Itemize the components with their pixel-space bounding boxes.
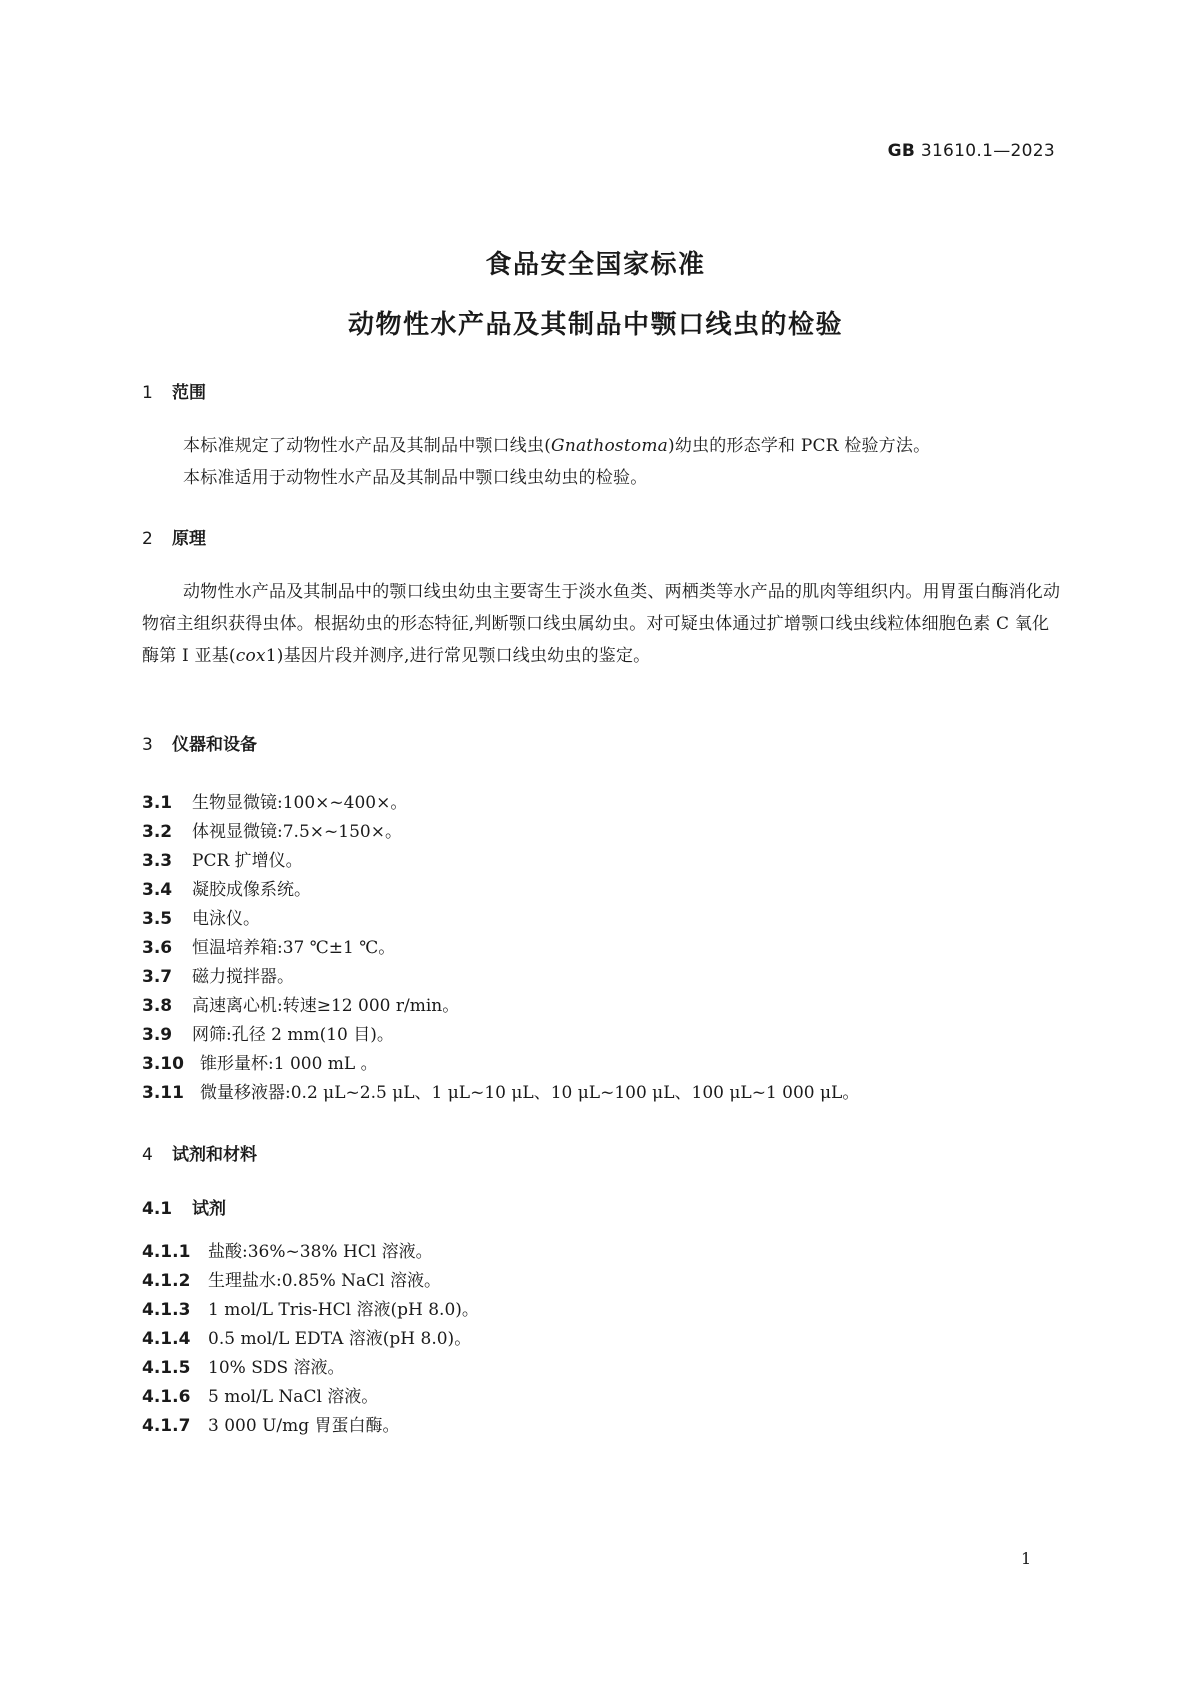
text-run: 本标准规定了动物性水产品及其制品中颚口线虫( — [183, 436, 552, 456]
list-item — [142, 1266, 441, 1291]
item-number: 4.1.2 — [142, 1271, 191, 1291]
item-number: 3.1 — [142, 793, 173, 813]
item-text: 生物显微镜:100×~400×。 — [192, 793, 408, 813]
item-number: 4.1.3 — [142, 1300, 191, 1320]
paragraph: 本标准适用于动物性水产品及其制品中颚口线虫幼虫的检验。 — [183, 468, 648, 488]
section-number: 4 — [142, 1145, 153, 1165]
section-title: 原理 — [172, 529, 206, 549]
item-number: 3.9 — [142, 1025, 173, 1045]
section-4-heading — [142, 1140, 257, 1165]
item-number: 4.1.6 — [142, 1387, 191, 1407]
standard-code-prefix: GB — [887, 141, 916, 161]
item-number: 4.1.7 — [142, 1416, 191, 1436]
document-title-line2: 动物性水产品及其制品中颚口线虫的检验 — [347, 310, 843, 340]
paragraph — [142, 430, 1066, 462]
section-3-heading — [142, 730, 257, 755]
document-title-line1: 食品安全国家标准 — [485, 250, 706, 280]
list-item — [142, 875, 311, 900]
subsection-title: 试剂 — [192, 1199, 226, 1219]
list-item — [142, 904, 260, 929]
text-run: )幼虫的形态学和 PCR 检验方法。 — [667, 436, 931, 456]
section-1-heading — [142, 378, 206, 403]
list-item — [142, 788, 407, 813]
item-text: 盐酸:36%~38% HCl 溶液。 — [208, 1242, 433, 1262]
item-text: 凝胶成像系统。 — [192, 880, 311, 900]
section-number: 2 — [142, 529, 153, 549]
list-item — [142, 846, 303, 871]
item-number: 3.11 — [142, 1083, 184, 1103]
item-text: 磁力搅拌器。 — [192, 967, 294, 987]
text-run: 动物性水产品及其制品中的颚口线虫幼虫主要寄生于淡水鱼类、两栖类等水产品的肌肉等组织内。用胃蛋白酶消化动物宿主组织获得虫体。根据幼虫的形态特征,判断颚口线虫属幼虫。对可疑虫体通过扩增颚口线虫线粒体细胞色素 C 氧化酶第 I 亚基( — [142, 582, 1061, 666]
item-text: 10% SDS 溶液。 — [208, 1358, 345, 1378]
item-text: 5 mol/L NaCl 溶液。 — [208, 1387, 379, 1407]
item-number: 3.6 — [142, 938, 173, 958]
italic-text: Gnathostoma — [551, 436, 668, 456]
section-2-heading — [142, 524, 206, 549]
list-item — [142, 817, 402, 842]
item-text: 网筛:孔径 2 mm(10 目)。 — [192, 1025, 394, 1045]
item-text: 电泳仪。 — [192, 909, 260, 929]
italic-text: cox — [235, 646, 266, 666]
section-number: 1 — [142, 383, 153, 403]
item-number: 4.1.4 — [142, 1329, 191, 1349]
subsection-number: 4.1 — [142, 1199, 173, 1219]
item-text: 体视显微镜:7.5×~150×。 — [192, 822, 402, 842]
list-item — [142, 933, 395, 958]
list-item — [142, 1020, 394, 1045]
item-number: 4.1.1 — [142, 1242, 191, 1262]
list-item — [142, 1382, 378, 1407]
list-item — [142, 962, 294, 987]
item-text: 1 mol/L Tris-HCl 溶液(pH 8.0)。 — [208, 1300, 479, 1320]
item-number: 3.4 — [142, 880, 173, 900]
list-item — [142, 1411, 400, 1436]
list-item — [142, 1295, 479, 1320]
list-item — [142, 1237, 433, 1262]
item-text: 锥形量杯:1 000 mL 。 — [200, 1054, 378, 1074]
item-text: 高速离心机:转速≥12 000 r/min。 — [192, 996, 460, 1016]
text-run: 1)基因片段并测序,进行常见颚口线虫幼虫的鉴定。 — [265, 646, 651, 666]
item-text: PCR 扩增仪。 — [192, 851, 303, 871]
section-1-body — [142, 430, 1066, 494]
item-text: 生理盐水:0.85% NaCl 溶液。 — [208, 1271, 441, 1291]
list-item — [142, 991, 459, 1016]
item-number: 3.2 — [142, 822, 173, 842]
section-title: 仪器和设备 — [172, 735, 257, 755]
item-number: 3.7 — [142, 967, 173, 987]
section-title: 范围 — [172, 383, 206, 403]
list-item — [142, 1353, 345, 1378]
paragraph — [142, 576, 1066, 672]
list-item — [142, 1049, 378, 1074]
item-number: 4.1.5 — [142, 1358, 191, 1378]
item-number: 3.8 — [142, 996, 173, 1016]
item-number: 3.3 — [142, 851, 173, 871]
standard-code — [888, 141, 1055, 161]
item-text: 恒温培养箱:37 ℃±1 ℃。 — [192, 938, 396, 958]
standard-code-number: 31610.1—2023 — [920, 141, 1055, 161]
subsection-4-1-heading — [142, 1194, 226, 1219]
section-title: 试剂和材料 — [172, 1145, 257, 1165]
item-text: 3 000 U/mg 胃蛋白酶。 — [208, 1416, 400, 1436]
list-item — [142, 1078, 859, 1103]
page-number: 1 — [1021, 1549, 1032, 1568]
item-number: 3.10 — [142, 1054, 184, 1074]
item-text: 微量移液器:0.2 μL~2.5 μL、1 μL~10 μL、10 μL~100 μL、100 μL~1 000 μL。 — [200, 1083, 860, 1103]
item-text: 0.5 mol/L EDTA 溶液(pH 8.0)。 — [208, 1329, 472, 1349]
section-number: 3 — [142, 735, 153, 755]
section-2-body — [142, 576, 1066, 672]
list-item — [142, 1324, 471, 1349]
item-number: 3.5 — [142, 909, 173, 929]
